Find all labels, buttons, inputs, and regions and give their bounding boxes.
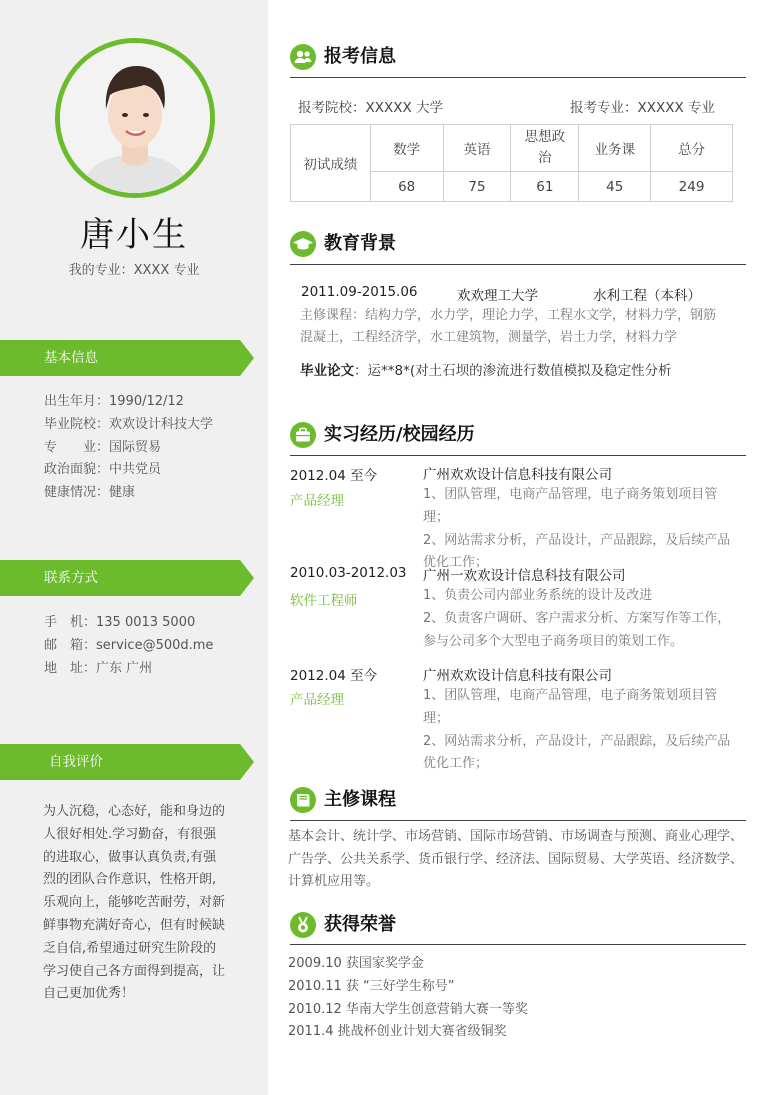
table-cell: 45 <box>579 172 651 202</box>
section-banner-label: 联系方式 <box>44 570 98 586</box>
table-header-cell: 数学 <box>370 125 443 172</box>
list-item: 1、负责公司内部业务系统的设计及改进 <box>423 588 653 603</box>
section-divider <box>290 77 746 78</box>
contact-list <box>44 612 213 680</box>
main-content <box>268 0 774 1095</box>
experience-role: 软件工程师 <box>290 593 358 609</box>
section-banner-basic-info <box>0 340 254 376</box>
list-item: 邮 箱：service@500d.me <box>44 637 214 653</box>
experience-period: 2010.03-2012.03 <box>290 565 407 581</box>
section-divider <box>290 264 746 265</box>
education-courses: 主修课程：结构力学，水力学，理论力学，工程水文学，材料力学，钢筋混凝土，工程经济学，水工建筑物，测量学，岩土力学，材料力学 <box>300 308 717 346</box>
list-item: 出生年月：1990/12/12 <box>44 394 184 409</box>
education-period: 2011.09-2015.06 <box>301 284 418 300</box>
table-header-cell: 思想政治 <box>511 125 579 172</box>
table-cell: 61 <box>511 172 579 202</box>
experience-role: 产品经理 <box>290 692 344 708</box>
section-banner-label: 基本信息 <box>44 350 98 366</box>
thesis-title: ：运**8*(对土石坝的渗流进行数值模拟及稳定性分析 <box>354 363 672 379</box>
experience-company: 广州欢欢设计信息科技有限公司 <box>423 467 612 483</box>
list-item: 1、团队管理，电商产品管理，电子商务策划项目管理； <box>423 487 718 525</box>
list-item: 1、团队管理，电商产品管理，电子商务策划项目管理； <box>423 688 718 726</box>
list-item: 2010.11 获 “三好学生称号” <box>288 978 455 994</box>
graduation-cap-icon <box>290 231 316 257</box>
self-evaluation-text: 为人沉稳，心态好，能和身边的人很好相处.学习勤奋，有很强的进取心，做事认真负责,有强烈的团队合作意识，性格开朗,乐观向上，能够吃苦耐劳，对新鲜事物充满好奇心，但有时候缺乏自信,希望通过研究生阶段的学习使自己各方面得到提高，让自己更加优秀！ <box>43 804 226 1002</box>
section-banner-label: 自我评价 <box>49 754 103 770</box>
sidebar <box>0 0 268 1095</box>
candidate-name: 唐小生 <box>80 215 188 255</box>
list-item: 健康情况：健康 <box>44 485 136 501</box>
section-title-label: 获得荣誉 <box>324 914 396 935</box>
list-item: 2011.4 挑战杯创业计划大赛省级铜奖 <box>288 1024 507 1040</box>
table-row <box>291 125 733 172</box>
list-item: 手 机：135 0013 5000 <box>44 615 196 630</box>
table-cell: 249 <box>651 172 733 202</box>
basic-info-list <box>44 391 213 505</box>
target-major: 报考专业：XXXXX 专业 <box>570 100 716 116</box>
users-icon <box>290 44 316 70</box>
list-item: 2010.12 华南大学生创意营销大赛一等奖 <box>288 1001 528 1017</box>
section-divider <box>290 455 746 456</box>
thesis-label: 毕业论文 <box>300 363 354 379</box>
avatar-photo <box>60 43 210 193</box>
section-banner-contact <box>0 560 254 596</box>
experience-details <box>423 685 743 776</box>
list-item: 2、网站需求分析，产品设计，产品跟踪，及后续产品优化工作； <box>423 733 731 772</box>
list-item: 地 址：广东 广州 <box>44 660 153 676</box>
section-divider <box>290 944 746 945</box>
courses-text: 基本会计、统计学、市场营销、国际市场营销、市场调查与预测、商业心理学、广告学、公共关系学、货币银行学、经济法、国际贸易、大学英语、经济数学、计算机应用等。 <box>288 829 744 890</box>
table-header-cell: 英语 <box>443 125 511 172</box>
section-divider <box>290 820 746 821</box>
experience-company: 广州一欢欢设计信息科技有限公司 <box>423 568 626 584</box>
education-degree: 水利工程（本科） <box>593 288 701 304</box>
list-item: 毕业院校：欢欢设计科技大学 <box>44 416 214 432</box>
list-item: 专 业：国际贸易 <box>44 439 162 455</box>
section-title-label: 主修课程 <box>324 789 396 810</box>
briefcase-icon <box>290 422 316 448</box>
list-item: 政治面貌：中共党员 <box>44 462 162 478</box>
medal-icon <box>290 912 316 938</box>
table-cell: 75 <box>443 172 511 202</box>
table-header-cell: 业务课 <box>579 125 651 172</box>
book-icon <box>290 787 316 813</box>
list-item: 2、网站需求分析，产品设计，产品跟踪，及后续产品优化工作； <box>423 532 731 571</box>
section-title-label: 实习经历/校园经历 <box>324 424 475 445</box>
scores-table <box>290 124 733 202</box>
list-item: 2009.10 获国家奖学金 <box>288 956 424 971</box>
experience-period: 2012.04 至今 <box>290 668 378 684</box>
table-row-label: 初试成绩 <box>291 125 371 202</box>
candidate-major: 我的专业：XXXX 专业 <box>68 263 200 278</box>
honors-list <box>288 953 528 1044</box>
table-header-cell: 总分 <box>651 125 733 172</box>
experience-details <box>423 585 743 653</box>
education-school: 欢欢理工大学 <box>457 288 538 304</box>
experience-period: 2012.04 至今 <box>290 468 378 484</box>
section-banner-self-eval <box>0 744 254 780</box>
section-title-label: 报考信息 <box>324 46 396 67</box>
experience-details <box>423 484 743 575</box>
list-item: 2、负责客户调研、客户需求分析、方案写作等工作， 参与公司多个大型电子商务项目的策划工作。 <box>423 610 731 649</box>
experience-role: 产品经理 <box>290 493 344 509</box>
section-title-label: 教育背景 <box>324 233 396 254</box>
avatar <box>55 38 215 198</box>
target-school: 报考院校：XXXXX 大学 <box>298 100 444 116</box>
table-cell: 68 <box>370 172 443 202</box>
experience-company: 广州欢欢设计信息科技有限公司 <box>423 668 612 684</box>
